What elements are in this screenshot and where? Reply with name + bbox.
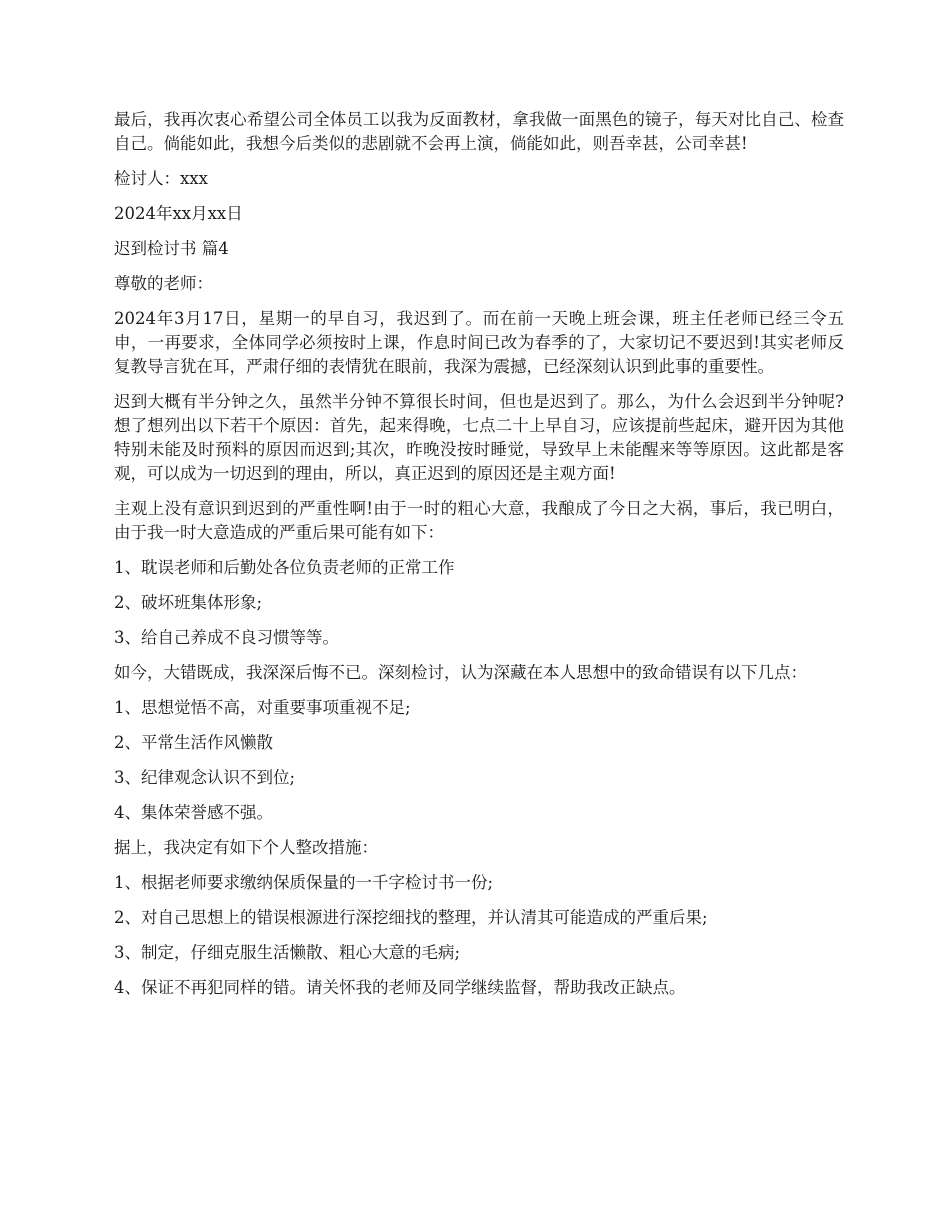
salutation: 尊敬的老师： <box>114 274 213 293</box>
list-item: 4、保证不再犯同样的错。请关怀我的老师及同学继续监督，帮助我改正缺点。 <box>114 978 686 997</box>
body-paragraph-reasons: 迟到大概有半分钟之久，虽然半分钟不算很长时间，但也是迟到了。那么，为什么会迟到半分钟呢?想了想列出以下若干个原因：首先，起来得晚，七点二十上早自习，应该提前些起床，避开因为其他特别未能及时预料的原因而迟到;其次，昨晚没按时睡觉，导致早上未能醒来等等原因。这此都是客观，可以成为一切迟到的理由，所以，真正迟到的原因还是主观方面! <box>114 392 844 483</box>
list-item: 2、平常生活作风懒散 <box>114 733 273 752</box>
body-paragraph-errors-intro: 如今，大错既成，我深深后悔不已。深刻检讨，认为深藏在本人思想中的致命错误有以下几点： <box>114 663 807 682</box>
list-item: 1、思想觉悟不高，对重要事项重视不足; <box>114 698 411 717</box>
body-paragraph-consequences-intro: 主观上没有意识到迟到的严重性啊!由于一时的粗心大意，我酿成了今日之大祸，事后，我已明白，由于我一时大意造成的严重后果可能有如下： <box>114 499 844 542</box>
list-item: 2、对自己思想上的错误根源进行深挖细找的整理，并认清其可能造成的严重后果; <box>114 908 708 927</box>
document-body <box>114 108 844 1011</box>
section-title: 迟到检讨书 篇4 <box>114 239 229 258</box>
list-item: 1、耽误老师和后勤处各位负责老师的正常工作 <box>114 558 455 577</box>
list-item: 1、根据老师要求缴纳保质保量的一千字检讨书一份; <box>114 873 494 892</box>
date-line: 2024年xx月xx日 <box>114 204 243 223</box>
reviewer-signature: 检讨人：xxx <box>114 169 208 188</box>
closing-paragraph: 最后，我再次衷心希望公司全体员工以我为反面教材，拿我做一面黑色的镜子，每天对比自己、检查自己。倘能如此，我想今后类似的悲剧就不会再上演，倘能如此，则吾幸甚，公司幸甚! <box>114 110 844 153</box>
body-paragraph-measures-intro: 据上，我决定有如下个人整改措施： <box>114 838 378 857</box>
list-item: 4、集体荣誉感不强。 <box>114 803 273 822</box>
list-item: 2、破坏班集体形象; <box>114 593 263 612</box>
body-paragraph-incident: 2024年3月17日，星期一的早自习，我迟到了。而在前一天晚上班会课，班主任老师已经三令五申，一再要求，全体同学必须按时上课，作息时间已改为春季的了，大家切记不要迟到!其实老师反复教导言犹在耳，严肃仔细的表情犹在眼前，我深为震撼，已经深刻认识到此事的重要性。 <box>114 309 844 376</box>
list-item: 3、给自己养成不良习惯等等。 <box>114 628 339 647</box>
list-item: 3、纪律观念认识不到位; <box>114 768 296 787</box>
list-item: 3、制定，仔细克服生活懒散、粗心大意的毛病; <box>114 943 461 962</box>
